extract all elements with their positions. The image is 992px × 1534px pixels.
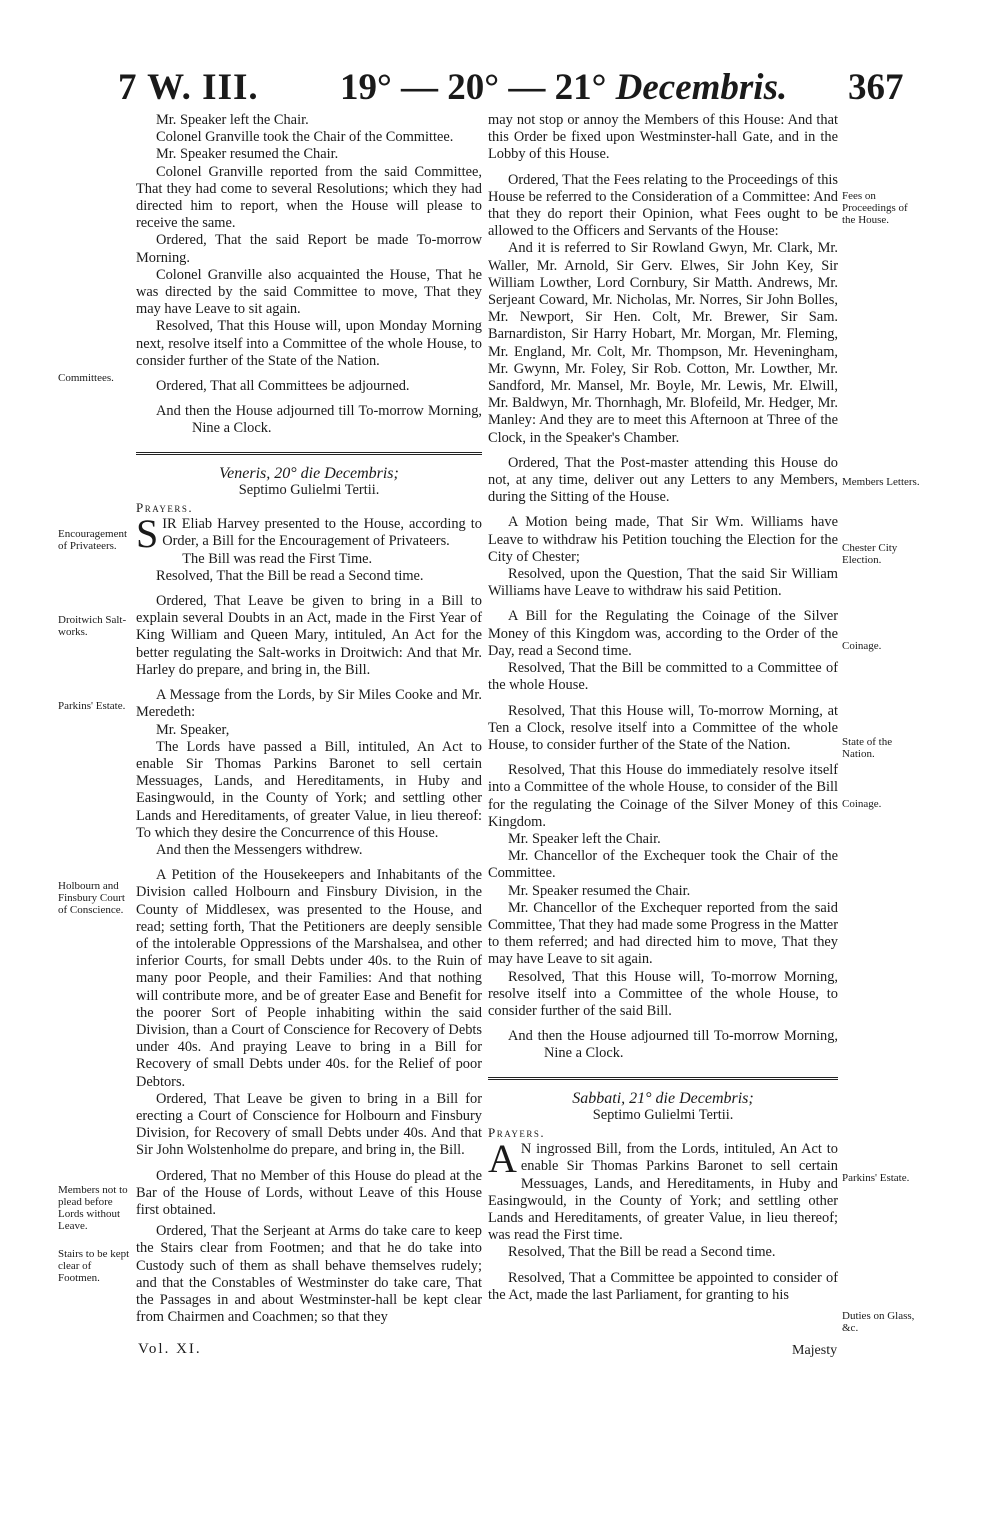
prayers-heading: Prayers.: [488, 1124, 546, 1140]
paragraph: Resolved, That the Bill be committed to a Committee of the whole House.: [488, 660, 838, 694]
margin-note-committees: Committees.: [58, 372, 114, 384]
section-rule: [488, 1077, 838, 1080]
paragraph: Ordered, That Leave be given to bring in a Bill to explain several Doubts in an Act, made in the First Year of King William and Queen Mary, intituled, An Act for the better regulating the Salt-works in Droitwich: And that Mr. Harley do prepare, and bring in, the Bill.: [136, 593, 482, 678]
running-head: [0, 66, 992, 116]
paragraph: Colonel Granville took the Chair of the Committee.: [156, 129, 454, 146]
paragraph: The Bill was read the First Time.: [182, 550, 373, 567]
paragraph: Resolved, That the Bill be read a Second time.: [508, 1244, 776, 1261]
margin-note-chester: Chester City Election.: [842, 542, 898, 566]
page-number: 367: [848, 67, 904, 108]
section-rule: [136, 452, 482, 455]
margin-note-parkins-2: Parkins' Estate.: [842, 1172, 910, 1184]
margin-note-droitwich: Droitwich Salt-works.: [58, 614, 127, 638]
regnal-line: Septimo Gulielmi Tertii.: [592, 1106, 734, 1123]
drop-cap: S: [136, 511, 159, 557]
paragraph: Ordered, That the Serjeant at Arms do take care to keep the Stairs clear from Footmen; and that he do take into Custody such of them as shall behave themselves rudely; and that the Constables of Westminster do take care, That the Passages in and about Westminster-hall be kept clear from Chairmen and Coachmen; so that they: [136, 1223, 482, 1326]
paragraph: And then the Messengers withdrew.: [156, 841, 363, 858]
paragraph: Resolved, That this House will, To-morrow Morning, resolve itself into a Committee of the whole House, to consider further of the said Bill.: [488, 968, 838, 1019]
paragraph: Mr. Chancellor of the Exchequer took the Chair of the Committee.: [488, 848, 838, 882]
paragraph: Resolved, That this House will, To-morrow Morning, at Ten a Clock, resolve itself into a Committee of the whole House, to consider further of the State of the Nation.: [488, 702, 838, 753]
catchword: Majesty: [792, 1343, 838, 1358]
paragraph: Ordered, That the Fees relating to the Proceedings of this House be referred to the Consideration of a Committee: And that they do report their Opinion, what Fees ought to be allowed to the Officers and Servants of the House:: [488, 171, 838, 240]
paragraph: And it is referred to Sir Rowland Gwyn, Mr. Clark, Mr. Waller, Mr. Arnold, Sir Gerv. Elwes, Sir John Key, Sir William Lowther, Lord Cornbury, Sir Matth. Andrews, Mr. Serjeant Coward, Mr. Nicholas, Mr. Norres, Sir John Bolles, Mr. Newport, Sir Hen. Colt, Mr. Brewer, Sir Sam. Barnardiston, Sir Harry Hobart, Mr. Morgan, Mr. Fleming, Mr. England, Mr. Colt, Mr. Thompson, Mr. Heveningham, Mr. Gwynn, Mr. Foley, Sir Rob. Cotton, Mr. Lowther, Mr. Sandford, Mr. Mansel, Mr. Boyle, Mr. Lewis, Mr. Elwill, Mr. Baldwyn, Mr. Thornhagh, Mr. Blofeild, Mr. Hedger, Mr. Manley: And they are to meet this Afternoon at Three of the Clock, in the Speaker's Chamber.: [488, 240, 838, 446]
paragraph: A N ingrossed Bill, from the Lords, intituled, An Act to enable Sir Thomas Parkins Baronet to sell certain Messuages, Lands, and Hereditaments, in Huby and Easingwould, in the County of York; and settling other Lands and Hereditaments, of greater Value, in lieu thereof; was read the First time.: [488, 1136, 838, 1244]
margin-note-privateers: Encouragement of Privateers.: [58, 528, 128, 552]
margin-note-members-plead: Members not to plead before Lords without Leave.: [58, 1184, 128, 1232]
page-dates: [340, 66, 787, 109]
paragraph: Mr. Speaker resumed the Chair.: [508, 882, 691, 899]
paragraph: Ordered, That the Post-master attending this House do not, at any time, deliver out any Letters to any Members, during the Sitting of the House.: [488, 454, 838, 506]
paragraph: may not stop or annoy the Members of this House: And that this Order be fixed upon Westminster-hall Gate, and in the Lobby of this House.: [488, 112, 838, 163]
left-column: [136, 112, 482, 1326]
margin-note-letters: Members Letters.: [842, 476, 920, 488]
paragraph: Ordered, That all Committees be adjourned.: [156, 378, 410, 395]
paragraph: Resolved, That this House do immediately resolve itself into a Committee of the whole House, to consider of the Bill for the regulating the Coinage of the Silver Money of this Kingdom.: [488, 762, 838, 830]
margin-note-parkins: Parkins' Estate.: [58, 700, 126, 712]
paragraph: Colonel Granville reported from the said Committee, That they had come to several Resolutions; which they had directed him to report, when the House will please to receive the same.: [136, 163, 482, 232]
paragraph: Resolved, upon the Question, That the said Sir William Williams have Leave to withdraw his said Petition.: [488, 566, 838, 600]
paragraph: Ordered, That the said Report be made To-morrow Morning.: [136, 232, 482, 266]
regnal-year: 7 W. III.: [118, 67, 259, 108]
margin-note-fees: Fees on Proceedings of the House.: [842, 190, 908, 226]
right-column: [488, 112, 838, 1304]
margin-note-coinage: Coinage.: [842, 640, 882, 652]
paragraph: The Lords have passed a Bill, intituled, An Act to enable Sir Thomas Parkins Baronet to sell certain Messuages, Lands, and Hereditaments, in Huby and Easingwould, in the County of York; and settling other Lands and Hereditaments, of greater Value, in lieu thereof: To which they desire the Concurrence of this House.: [136, 738, 482, 841]
margin-note-holbourn: Holbourn and Finsbury Court of Conscience.: [58, 880, 125, 916]
paragraph: Mr. Speaker left the Chair.: [508, 830, 661, 847]
paragraph: Ordered, That Leave be given to bring in a Bill for erecting a Court of Conscience for Holbourn and Finsbury Division, for Recovery of small Debts under 40s. And that Sir John Wolstenholme do prepare, and bring in, the Bill.: [136, 1090, 482, 1159]
margin-note-duties: Duties on Glass, &c.: [842, 1310, 915, 1334]
paragraph: Mr. Speaker resumed the Chair.: [156, 146, 339, 163]
paragraph: A Message from the Lords, by Sir Miles Cooke and Mr. Meredeth:: [136, 687, 482, 721]
prayers-heading: Prayers.: [136, 500, 194, 516]
paragraph: Mr. Speaker,: [156, 721, 230, 738]
margin-note-state: State of the Nation.: [842, 736, 893, 760]
paragraph: Mr. Speaker left the Chair.: [156, 112, 309, 128]
paragraph: SIR Eliab Harvey presented to the House, according to Order, a Bill for the Encouragement of Privateers.: [136, 511, 482, 557]
adjournment: And then the House adjourned till To-morrow Morning, Nine a Clock.: [508, 1028, 838, 1062]
margin-note-stairs: Stairs to be kept clear of Footmen.: [58, 1248, 130, 1284]
sitting-day: Veneris, 20° die Decembris;: [219, 464, 399, 482]
dates: 19° — 20° — 21°: [340, 67, 607, 108]
paragraph: Resolved, That this House will, upon Monday Morning next, resolve itself into a Committee of the whole House, to consider further of the State of the Nation.: [136, 318, 482, 369]
paragraph: A Petition of the Housekeepers and Inhabitants of the Division called Holbourn and Finsbury Division, in the County of Middlesex, was presented to the House, and read; setting forth, That the Petitioners are deeply sensible of the intolerable Oppressions of the Marshalsea, and other inferior Courts, for small Debts under 40s. to the Ruin of many poor People, and their Families: And that nothing will contribute more, and be of greater Ease and Benefit for the poorer Sort of People inhabiting within the said Division, than a Court of Conscience for Recovery of Debts under 40s. And praying Leave to bring in a Bill for Recovery of small Debts under 40s. for the Relief of poor Debtors.: [136, 867, 482, 1090]
month: Decembris.: [615, 67, 788, 108]
volume-signature: Vol. XI.: [138, 1341, 202, 1357]
sitting-day: Sabbati, 21° die Decembris;: [572, 1089, 754, 1107]
paragraph: Resolved, That the Bill be read a Second time.: [156, 567, 424, 584]
paragraph: A Bill for the Regulating the Coinage of the Silver Money of this Kingdom was, according to the Order of the Day, read a Second time.: [488, 608, 838, 659]
paragraph: Ordered, That no Member of this House do plead at the Bar of the House of Lords, without Leave of this House first obtained.: [136, 1167, 482, 1218]
paragraph: Mr. Chancellor of the Exchequer reported from the said Committee, That they had made some Progress in the Matter to them referred; and had directed him to move, That they may have Leave to sit again.: [488, 899, 838, 968]
paragraph: Resolved, That a Committee be appointed to consider of the Act, made the last Parliament, for granting to his: [488, 1269, 838, 1303]
adjournment: And then the House adjourned till To-morrow Morning, Nine a Clock.: [156, 403, 482, 437]
paragraph: A Motion being made, That Sir Wm. Williams have Leave to withdraw his Petition touching the Election for the City of Chester;: [488, 514, 838, 565]
paragraph: Colonel Granville also acquainted the House, That he was directed by the said Committee to move, That they may have Leave to sit again.: [136, 266, 482, 318]
regnal-line: Septimo Gulielmi Tertii.: [238, 481, 380, 498]
margin-note-coinage-2: Coinage.: [842, 798, 882, 810]
drop-cap: A: [488, 1136, 517, 1182]
